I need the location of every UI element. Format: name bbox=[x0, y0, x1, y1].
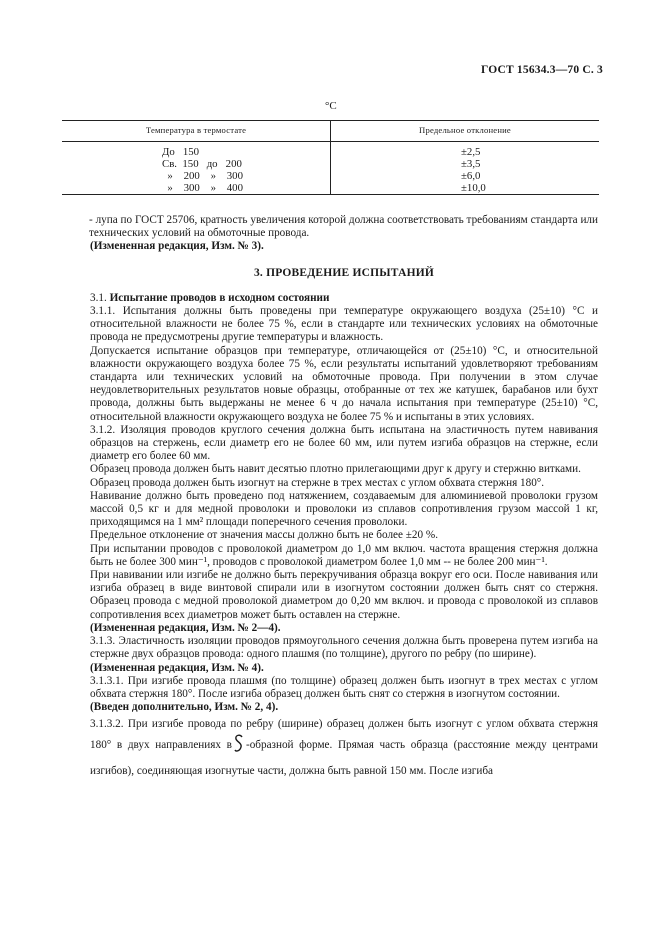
table-cell-deviation: ±10,0 bbox=[461, 182, 486, 194]
table-body bbox=[62, 142, 599, 194]
paragraph-wind: Образец провода должен быть навит десятью плотно прилегающими друг к другу и стержню витками. bbox=[90, 463, 581, 476]
paragraph-3-1-3-1: 3.1.3.1. При изгибе провода плашмя (по толщине) образец должен быть изогнут в трех местах с углом обхвата стержня 180°. После изгиба образец должен быть снят со стержня в изогнутом состоянии. bbox=[90, 674, 598, 700]
paragraph-limit: Предельное отклонение от значения массы должно быть не более ±20 %. bbox=[90, 529, 438, 542]
header-temperature: Температура в термостате bbox=[62, 121, 331, 141]
subsection-number: 3.1. bbox=[90, 291, 107, 304]
tolerance-table bbox=[62, 120, 599, 195]
section-title: 3. ПРОВЕДЕНИЕ ИСПЫТАНИЙ bbox=[253, 266, 435, 279]
paragraph-tension: Навивание должно быть проведено под натяжением, создаваемым для алюминиевой проволоки грузом массой 0,5 кг и для медной проволоки и проволоки из сплавов сопротивления грузом массой 1 кг, приходящимся на 1 мм² площади поперечного сечения проволоки. bbox=[90, 489, 598, 529]
amendment-note: (Введен дополнительно, Изм. № 2, 4). bbox=[90, 701, 279, 714]
page-header: ГОСТ 15634.3—70 С. 3 bbox=[480, 64, 603, 76]
paragraph-3-1-3: 3.1.3. Эластичность изоляции проводов прямоугольного сечения должна быть проверена путем изгиба на стержне двух образцов провода: одного плашмя (по толщине), другого по ребру (по ширине). bbox=[90, 635, 598, 661]
amendment-note: (Измененная редакция, Изм. № 4). bbox=[90, 661, 264, 674]
table-cell-range: » 200 » 300 bbox=[162, 170, 243, 182]
table-unit: °С bbox=[325, 100, 337, 112]
table-cell-deviation: ±2,5 bbox=[461, 146, 481, 158]
table-cell-deviation: ±6,0 bbox=[461, 170, 481, 182]
paragraph-3-1-1: 3.1.1. Испытания должны быть проведены при температуре окружающего воздуха (25±10) °С и относительной влажности не более 75 %, если в стандарте или технических условиях на обмоточные провода не предусмотрены другие температуры и влажность. bbox=[90, 305, 598, 344]
paragraph-3-1-3-2-start: 3.1.3.2. При изгибе провода по ребру (ширине) образец должен быть изогнут с углом обхвата стержня 180° в двух направлениях в bbox=[90, 718, 598, 752]
table-bottom-rule bbox=[62, 194, 599, 195]
header-deviation: Предельное отклонение bbox=[419, 125, 511, 136]
table-header-row bbox=[62, 121, 599, 142]
paragraph-3-1-3-2-end: -образной форме. Прямая часть образца (расстояние между центрами изгибов), соединяющая изогнутые части, должна быть равной 150 мм. После изгиба bbox=[90, 739, 598, 778]
amendment-note: (Измененная редакция, Изм. № 2—4). bbox=[90, 621, 281, 634]
document-body bbox=[90, 214, 598, 781]
paragraph-allow: Допускается испытание образцов при температуре, отличающейся от (25±10) °С, и относительной влажности окружающего воздуха более 75 %, если результаты испытаний удовлетворяют требованиям стандарта или технических условий на обмоточные провода. При получении в этом случае неудовлетворительных результатов новые образцы, отобранные от тех же катушек, барабанов или бухт провода, должны быть выдержаны не менее 6 ч до начала испытания при температуре (25±10) °С, относительной влажности окружающего воздуха не более 75 % и испытаны в этих условиях. bbox=[90, 344, 598, 423]
column-deviation bbox=[331, 142, 599, 194]
table-cell-range: Св. 150 до 200 bbox=[162, 158, 242, 170]
paragraph-bend: Образец провода должен быть изогнут на стержне в трех местах с углом обхвата стержня 180°. bbox=[90, 476, 545, 489]
amendment-note: (Измененная редакция, Изм. № 3). bbox=[90, 240, 264, 253]
paragraph-speed: При испытании проводов с проволокой диаметром до 1,0 мм включ. частота вращения стержня должна быть не более 300 мин⁻¹, проводов с проволокой диаметром более 1,0 мм -- не более 200 мин⁻¹. bbox=[90, 542, 598, 568]
table-cell-range: » 300 » 400 bbox=[162, 182, 243, 194]
subsection-title: Испытание проводов в исходном состоянии bbox=[109, 291, 330, 304]
s-shape-icon bbox=[233, 734, 245, 761]
paragraph-3-1-3-2 bbox=[90, 714, 598, 781]
column-temperature bbox=[62, 142, 331, 194]
table-cell-deviation: ±3,5 bbox=[461, 158, 481, 170]
paragraph-lupa: - лупа по ГОСТ 25706, кратность увеличения которой должна соответствовать требованиям стандарта или технических условий на обмоточные провода. bbox=[89, 214, 598, 240]
paragraph-twist: При навивании или изгибе не должно быть перекручивания образца вокруг его оси. После навивания или изгиба образец в виде винтовой спирали или в изогнутом состоянии должен быть снят со стержня. Образец провода с медной проволокой диаметром до 0,20 мм включ. и провода с проволокой из сплавов сопротивления всех диаметров может быть оставлен на стержне. bbox=[90, 569, 598, 621]
table-cell-range: До 150 bbox=[162, 146, 200, 158]
paragraph-3-1-2: 3.1.2. Изоляция проводов круглого сечения должна быть испытана на эластичность путем навивания образцов на стержень, если диаметр его не более 60 мм, или путем изгиба образцов на стержне, если диаметр его более 60 мм. bbox=[90, 423, 598, 463]
subsection-heading bbox=[90, 292, 598, 305]
